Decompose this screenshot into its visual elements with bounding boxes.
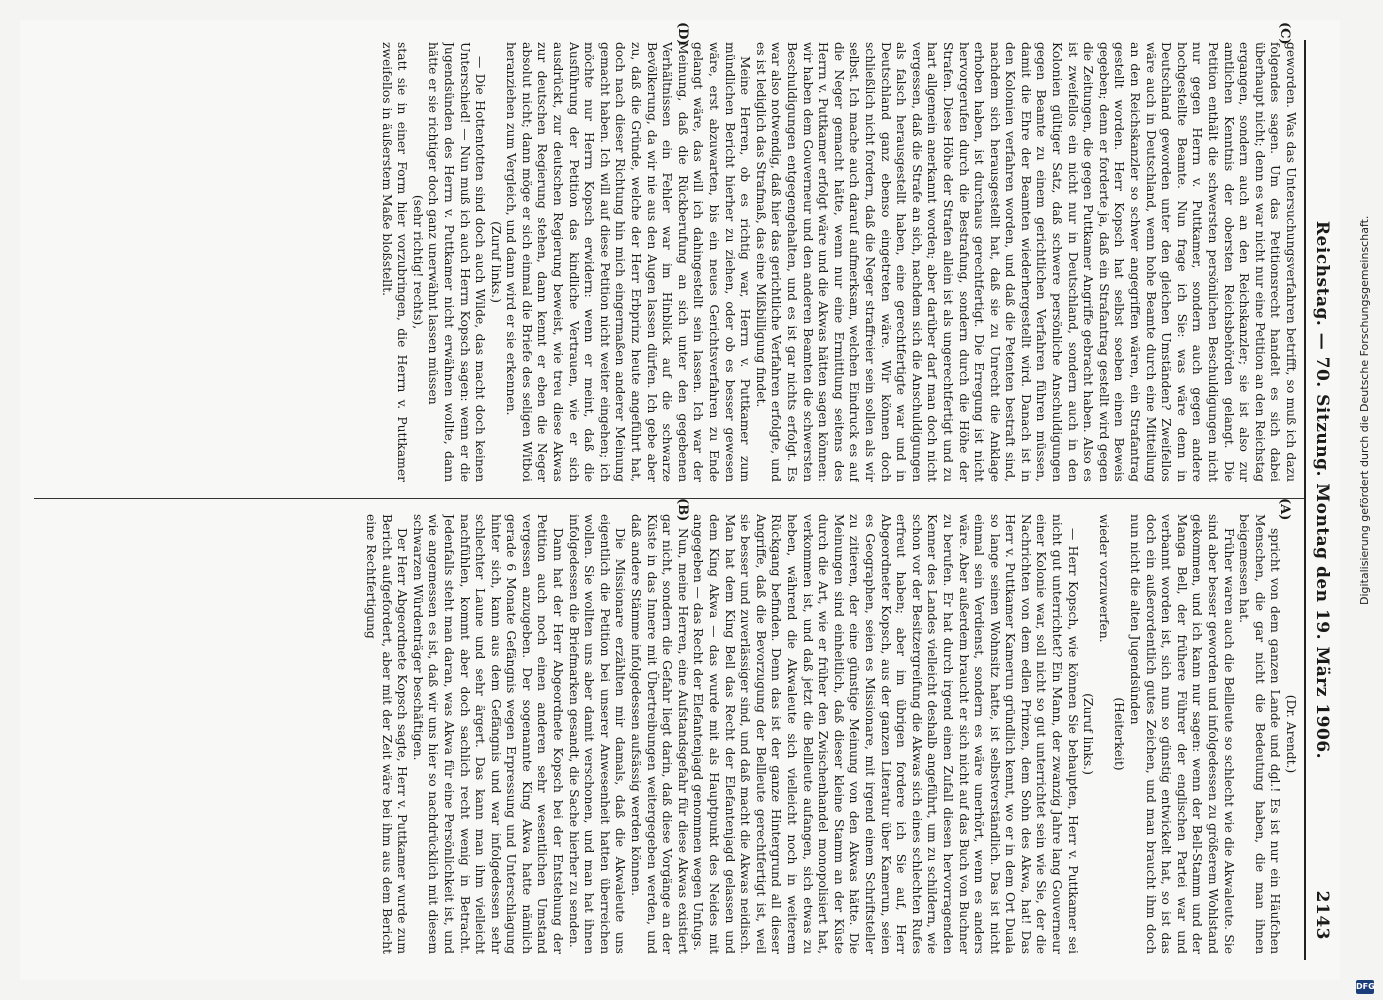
paragraph: — Herr Kopsch, wie können Sie behaupten, Herr v. Puttkamer sei nicht gut unterrichtet? Ein Mann, der zwanzig Jahre lang Gouverneur einer Kolonie war, soll nicht so gut unterrichtet sein wie Sie, der die Nachrichten von dem edlen Prinzen, dem Sohn des Akwa, hat! Das Herr v. Puttkamer Kamerun gründlich kennt, wo er in dem Ort Duala so lange seinen Wohnsitz hatte, ist selbstverständlich. Das ist nicht einmal sein Verdienst, sondern es wäre unerhört, wenn es anders wäre. Aber außerdem braucht er sich nicht auf das Buch von Buchner zu berufen. Er hat durch irgend einen Zufall diesen hervorragenden Kenner des Landes vielleicht deshalb angeführt, um zu schildern, wie schon vor der Besitzergreifung die Akwas sich eines schlechten Rufes erfreut haben; aber im übrigen fordere ich Sie auf, Herr Abgeordneter Kopsch, aus der ganzen Literatur über Kamerun, seien es Geographen, seien es Missionare, mit irgend einem Schriftsteller zu zitieren, der eine günstige Meinung von den Akwas hätte. Die Meinungen sind einheitlich, daß dieser kleine Stamm an der Küste durch die Art, wie er früher den Zwischenhandel monopolisiert hat, verkommen ist, und daß jetzt die Bellleute aufangen, sich etwas zu heben, während die Akwaleute sich vielleicht noch in weiterem Rückgang befinden. Denn das ist der ganze Hintergrund all dieser Angriffe, daß die Bevorzugung der Bellleute gerechtfertigt ist, weil sie besser und zuverlässiger sind, und daß macht die Akwas neidisch. Man hat dem King Bell das Recht der Elefantenjagd gelassen und dem King Akwa — das wurde mit als Hauptpunkt des Neides mit angegeben — das Recht der Elefantenjagd genommen wegen Unfugs. — [691, 514, 1080, 954]
paragraph: — Die Hottentotten sind doch auch Wilde, das macht doch keinen Unterschied! — Nun muß ich auch Herrn Kopsch sagen: wenn er die Jugendsünden des Herrn v. Puttkamer nicht erwähnen wollte, dann hätte er sie richtiger doch ganz unerwähnt lassen müssen — [426, 42, 488, 482]
paragraph: wieder vorzuwerfen. — [1096, 514, 1111, 643]
paragraph: (Dr. Arendt.) — [1284, 694, 1298, 774]
paragraph: Meine Herren, ob es richtig war, Herrn v. Puttkamer zum mündlichen Bericht hierher zu ziehen, oder ob es besser gewesen wäre, erst abzuwarten, bis ein neues Gerichtsverfahren zu Ende gelangt wäre, das will ich dahingestellt sein lassen. Ich war der Meinung, daß die Rückberufung an sich unter den gegebenen Verhältnissen ein Fehler war im Hinblick auf die schwarze Bevölkerung, da wir nie aus den Augen lassen dürfen. Ich gebe aber zu, daß die Gründe, welche der Herr Erbprinz heute angeführt hat, doch nach dieser Richtung hin mich eingermaßen anderer Meinung gemacht haben. Ich will auf diese Petition nicht weiter eingehen; ich möchte nur Herrn Kopsch erwidern: wenn er meint, daß die Ausführung der Petition das kindliche Vertrauen, wie er sich ausdrückt, zur deutschen Regierung beweist, wie treu diese Akwas zur deutschen Regierung stehen, dann kennt er eben die Neger absolut nicht; dann möge er sich einmal die Briefe des seligen Witboi heranziehen zum Vergleich, und dann wird er sie erkennen. — [504, 42, 753, 482]
margin-marker-c: (C) — [1277, 22, 1292, 45]
paragraph: statt sie in einer Form hier vorzubringen, die Herrn v. Puttkamer zweifellos in äußerstem Maße bloßstellt. — [379, 42, 410, 482]
header-rule — [1304, 40, 1306, 960]
page-title: Reichstag. — 70. Sitzung. Montag den 19. März 1906. — [1312, 220, 1332, 760]
paragraph: Früher waren auch die Bellleute so schlecht wie die Akwaleute. Sie sind aber besser geworden und infolgedessen zu größerem Wohlstand gekommen, und ich kann nur sagen: wenn der Bell-Stamm und der Manga Bell, der frühere Führer der englischen Partei war und verbannt worden ist, sich nun so günstig entwickelt hat, so ist das doch ein außerordentlich gutes Zeichen, und man braucht ihm doch nun nicht die alten Jugendsünden — [1128, 514, 1236, 954]
page-header — [1306, 50, 1332, 950]
paragraph: Nun, meine Herren, eine Aufstandsgefahr für diese Akwas existiert gar nicht, sondern die Gefahr liegt darin, daß diese Vorgänge an der Küste in das Innere mit Übertreibungen weitergegeben werden, und daß andere Stämme infolgedessen aufsässig werden können. — [629, 514, 690, 954]
paragraph: geworden. Was das Untersuchungsverfahren betrifft, so muß ich dazu folgendes sagen. Um das Petitionsrecht handelt es sich dabei überhaupt nicht; denn es war nicht nur eine Petition an den Reichstag ergangen, sondern auch an den Reichskanzler; sie ist also zur amtlichen Kenntnis der obersten Reichsbehörden gelangt. Die Petition enthält die schwersten persönlichen Beschuldigungen nicht nur gegen Herrn v. Puttkamer, sondern auch gegen andere hochgestellte Beamte. Nun frage ich Sie: was wäre denn in Deutschland geworden unter den gleichen Umständen? Zweifellos wäre auch in Deutschland, wenn hohe Beamte durch eine Mitteilung an den Reichskanzler so schwer angegriffen wären, ein Strafantrag gestellt worden. Herr Kopsch hat selbst soeben einen Beweis gegeben; denn er forderte ja, daß ein Strafantrag gestellt wird gegen die Zeitungen, die gegen Puttkamer Angriffe gebracht haben. Also es ist zweifellos ein nicht nur in Deutschland, sondern auch in den Kolonien gültiger Satz, daß schwere persönliche Anschuldigungen gegen Beamte zu einem gerichtlichen Verfahren führen müssen, damit die Ehre der Beamten wiederhergestellt wird. Danach ist in den Kolonien verfahren worden, und daß die Petenten bestraft sind, nachdem sich herausgestellt hat, daß sie zu Unrecht die Anklage erhoben haben, ist durchaus gerechtfertigt. Die Erregung ist nicht hervorgerufen durch die Bestrafung, sondern durch die Höhe der Strafen. Diese Höhe der Strafen allein ist als ungerechtfertigt und zu hart allgemein anerkannt worden; aber darüber darf man doch nicht vergessen, daß die Strafe an sich, nachdem sich die Anschuldigungen als falsch herausgestellt haben, eine gerechtfertigte war und in Deutschland ganz ebenso eingetreten wäre. Wir können doch schließlich nicht fordern, daß die Neger straffreier sein sollen als wir selbst. Ich mache auch darauf aufmerksam, welchen Eindruck es auf die Neger gemacht hätte, wenn nur eine Ermittlung seitens des Herrn v. Puttkamer erfolgt wäre und die Akwas hätten sagen können: wir haben dem Gouverneur und den anderen Beamten die schwersten Beschuldigungen entgegengehalten, und es ist gar nichts erfolgt. Es war also notwendig, daß hier das gerichtliche Verfahren erfolgte, und es ist lediglich das Strafmaß, das eine Mißbilligung findet. — [753, 42, 1298, 482]
column-divider — [34, 498, 1304, 499]
paragraph: spricht von dem ganzen Lande und dgl.! Es ist nur ein Häufchen Menschen, die gar nicht die Bedeutung haben, die man ihnen beigemessen hat. — [1237, 514, 1283, 954]
paragraph: Die Missionare erzählten mir damals, daß die Akwaleute uns eigentlich die Petition bei unserer Anwesenheit hatten überreichen wollen. Sie wollten uns aber damit verschonen, und man hat ihnen infolgedessen die Briefmarken gesandt, die Sache hierher zu senden. — [566, 514, 628, 954]
paragraph: (Zuruf links.) — [1081, 693, 1096, 775]
margin-marker-d: (D) — [675, 22, 690, 46]
paragraph: (Zuruf links.) — [488, 221, 503, 303]
newspaper-page — [20, 20, 1340, 980]
paragraph: Der Herr Abgeordnete Kopsch sagte, Herr v. Puttkamer wurde zum Bericht aufgefordert, aber mit der Zeit wäre bei ihm aus dem Bericht eine Rechtfertigung — [363, 514, 410, 954]
page-number: 2143 — [1312, 890, 1332, 940]
left-column — [38, 514, 1298, 954]
margin-marker-b: (B) — [675, 498, 690, 522]
digitization-credit: Digitalisierung gefördert durch die Deutsche Forschungsgemeinschaft. — [1358, 215, 1371, 605]
right-column — [38, 42, 1298, 482]
margin-marker-a: (A) — [1277, 498, 1292, 521]
paragraph: (Heiterkeit) — [1112, 697, 1127, 771]
paragraph: (sehr richtig! rechts), — [410, 194, 425, 330]
paragraph: Dann hat der Herr Abgeordnete Kopsch bei der Entstehung der Petition auch noch einen anderen sehr wesentlichen Umstand vergessen anzugeben. Der sogenannte King Akwa hatte nämlich gerade 6 Monate Gefängnis wegen Erpressung und Unterschlagung hinter sich, kann aus dem Gefängnis und war infolgedessen sehr schlechter Laune und sehr ärgert. Das kann man ihm vielleicht nachfühlen, kommt aber doch sachlich recht wenig in Betracht. Jedenfalls steht man daran, was Akwa für eine Persönlichkeit ist, und wie angemessen es ist, daß wir uns hier so nachdrücklich mit diesem schwarzen Würdenträger beschäftigen. — [410, 514, 566, 954]
dfg-logo-icon: DFG — [1356, 980, 1374, 994]
